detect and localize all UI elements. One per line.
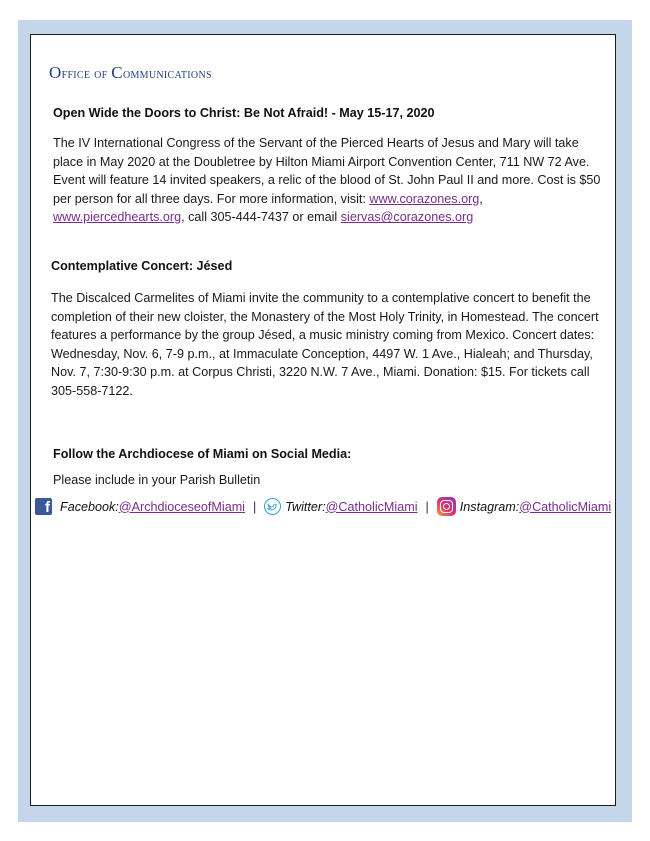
link-piercedhearts[interactable]: www.piercedhearts.org (53, 210, 182, 225)
social-subtitle: Please include in your Parish Bulletin (53, 473, 261, 487)
paragraph-congress: The IV International Congress of the Servant of the Pierced Hearts of Jesus and Mary will take place in May 2020 at the Doubletree by Hilton Miami Airport Convention Center, 711 NW 72 Ave. Event will feature 14 invited speakers, a relic of the blood of St. John Paul II and more. Cost is $50 per person for all three days. For more information, visit: www.corazones.org, www.piercedhearts.org, call 305-444-7437 or email siervas@corazones.org (53, 136, 601, 225)
section-title-social: Follow the Archdiocese of Miami on Social Media: (53, 447, 352, 461)
paragraph-concert: The Discalced Carmelites of Miami invite the community to a contemplative concert to benefit the completion of their new cloister, the Monastery of the Most Holy Trinity, in Homestead. The concert features a performance by the group Jésed, a music ministry coming from Mexico. Concert dates: Wednesday, Nov. 6, 7-9 p.m., at Immaculate Conception, 4497 W. 1 Ave., Hialeah; and Thursday, Nov. 7, 7:30-9:30 p.m. at Corpus Christi, 3220 N.W. 7 Ave., Miami. Donation: $15. For tickets call 305-558-7122. (51, 291, 599, 398)
separator: | (425, 499, 429, 514)
twitter-link[interactable]: @CatholicMiami (325, 499, 418, 514)
separator: | (252, 499, 257, 514)
instagram-label: Instagram: (459, 499, 520, 514)
social-media-row (35, 497, 613, 516)
facebook-link[interactable]: @ArchdioceseofMiami (118, 499, 245, 514)
twitter-icon[interactable] (264, 498, 281, 515)
twitter-label: Twitter: (285, 499, 326, 514)
instagram-link[interactable]: @CatholicMiami (519, 499, 612, 514)
page-title: Office of Communications (49, 63, 212, 82)
section-title-concert: Contemplative Concert: Jésed (51, 259, 233, 273)
instagram-icon[interactable] (437, 497, 456, 516)
section-title-congress: Open Wide the Doors to Christ: Be Not Afraid! - May 15-17, 2020 (53, 106, 435, 120)
page-frame (18, 20, 632, 822)
document-page (30, 34, 616, 806)
link-email-siervas[interactable]: siervas@corazones.org (340, 210, 474, 225)
facebook-icon[interactable]: f (35, 498, 52, 515)
facebook-label: Facebook: (60, 499, 119, 514)
link-corazones[interactable]: www.corazones.org (369, 191, 480, 206)
